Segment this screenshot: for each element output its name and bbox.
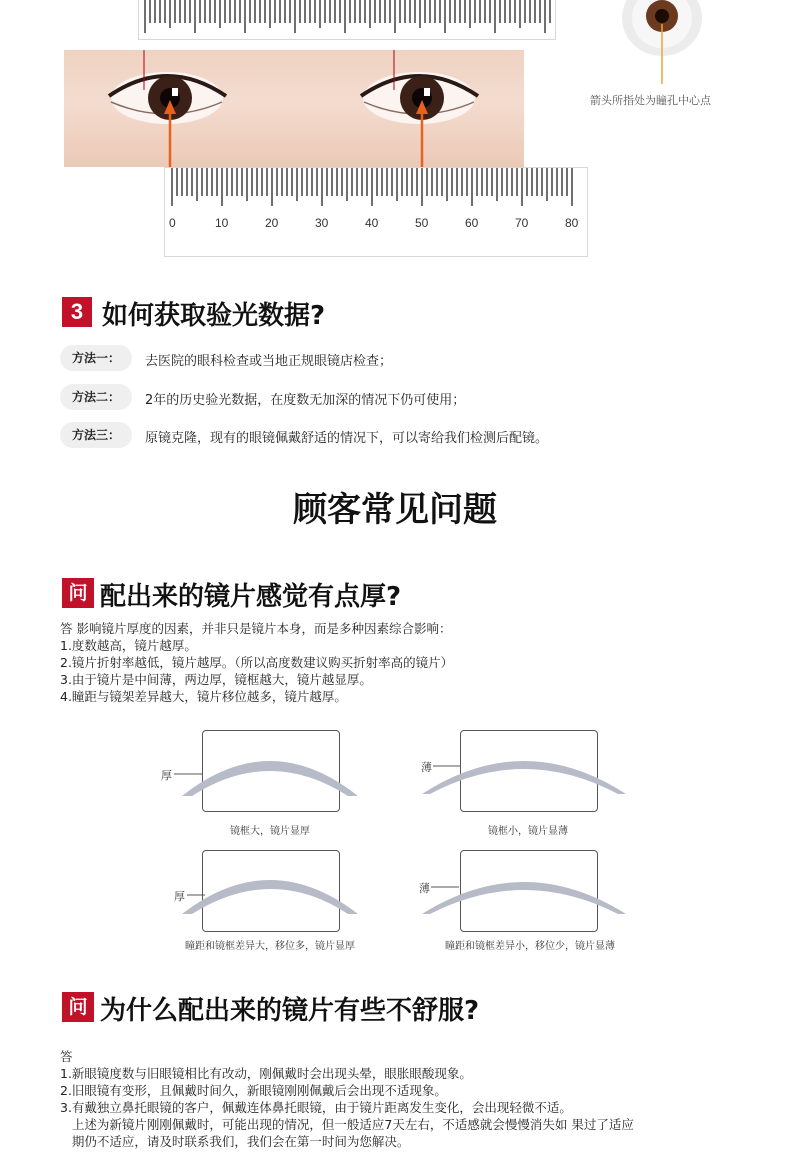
diagram-caption: 镜框大，镜片显厚 xyxy=(230,826,310,837)
answer-line: 期仍不适应，请及时联系我们，我们会在第一时间为您解决。 xyxy=(60,1134,410,1149)
faq-heading: 顾客常见问题 xyxy=(293,490,497,530)
method-text: 2年的历史验光数据，在度数无加深的情况下仍可使用； xyxy=(145,393,466,408)
thickness-label: 厚 xyxy=(161,769,172,782)
ruler-label: 80 xyxy=(565,216,579,230)
ruler-label: 30 xyxy=(315,216,329,230)
ruler-label: 40 xyxy=(365,216,379,230)
ruler-label: 70 xyxy=(515,216,529,230)
method-label: 方法二： xyxy=(60,384,132,410)
thickness-label: 薄 xyxy=(421,761,432,774)
ruler-label: 50 xyxy=(415,216,429,230)
lens-arc xyxy=(420,864,630,924)
question-badge: 问 xyxy=(62,992,94,1022)
answer-line: 答 xyxy=(60,1049,73,1064)
pointer-line xyxy=(433,765,463,769)
pointer-line xyxy=(431,886,461,890)
pupil-center-note: 箭头所指处为瞳孔中心点 xyxy=(590,94,711,107)
pointer-line xyxy=(174,773,204,777)
answer-line: 2.旧眼镜有变形，且佩戴时间久，新眼镜刚刚佩戴后会出现不适现象。 xyxy=(60,1083,447,1098)
answer-line: 3.由于镜片是中间薄，两边厚，镜框越大，镜片越显厚。 xyxy=(60,672,372,687)
answer-line: 答 影响镜片厚度的因素，并非只是镜片本身，而是多种因素综合影响： xyxy=(60,621,452,636)
thickness-label: 厚 xyxy=(174,890,185,903)
answer-line: 1.新眼镜度数与旧眼镜相比有改动，刚佩戴时会出现头晕，眼胀眼酸现象。 xyxy=(60,1066,472,1081)
lens-arc xyxy=(180,856,370,926)
answer-line: 4.瞳距与镜架差异越大，镜片移位越多，镜片越厚。 xyxy=(60,689,347,704)
ruler-label: 0 xyxy=(169,216,176,230)
pointer-line xyxy=(187,894,207,898)
diagram-caption: 瞳距和镜框差异小，移位少，镜片显薄 xyxy=(445,941,615,952)
question-badge: 问 xyxy=(62,578,94,608)
method-text: 去医院的眼科检查或当地正规眼镜店检查； xyxy=(145,354,393,369)
question-title: 配出来的镜片感觉有点厚? xyxy=(100,582,402,612)
answer-line: 1.度数越高，镜片越厚。 xyxy=(60,638,197,653)
ruler-label: 20 xyxy=(265,216,279,230)
diagram-caption: 瞳距和镜框差异大，移位多，镜片显厚 xyxy=(185,941,355,952)
answer-line: 上述为新镜片刚刚佩戴时，可能出现的情况，但一般适应7天左右，不适感就会慢慢消失如 果过了适应 xyxy=(60,1117,634,1132)
question-title: 为什么配出来的镜片有些不舒服? xyxy=(100,996,480,1026)
section-number-badge: 3 xyxy=(62,297,92,327)
method-label: 方法三： xyxy=(60,422,132,448)
method-label: 方法一： xyxy=(60,345,132,371)
answer-line: 3.有戴独立鼻托眼镜的客户，佩戴连体鼻托眼镜，由于镜片距离发生变化，会出现轻微不适。 xyxy=(60,1100,572,1115)
measuring-ruler-ticks xyxy=(165,168,587,218)
ruler-label: 10 xyxy=(215,216,229,230)
diagram-caption: 镜框小，镜片显薄 xyxy=(488,826,568,837)
thickness-label: 薄 xyxy=(419,882,430,895)
answer-line: 2.镜片折射率越低，镜片越厚。（所以高度数建议购买折射率高的镜片） xyxy=(60,655,454,670)
section-title: 如何获取验光数据? xyxy=(102,301,326,331)
lens-arc xyxy=(180,740,370,810)
ruler-label: 60 xyxy=(465,216,479,230)
lens-arc xyxy=(420,744,630,804)
method-text: 原镜克隆，现有的眼镜佩戴舒适的情况下，可以寄给我们检测后配镜。 xyxy=(145,431,549,446)
measuring-ruler xyxy=(164,167,588,257)
eyeball-icon xyxy=(612,0,712,90)
